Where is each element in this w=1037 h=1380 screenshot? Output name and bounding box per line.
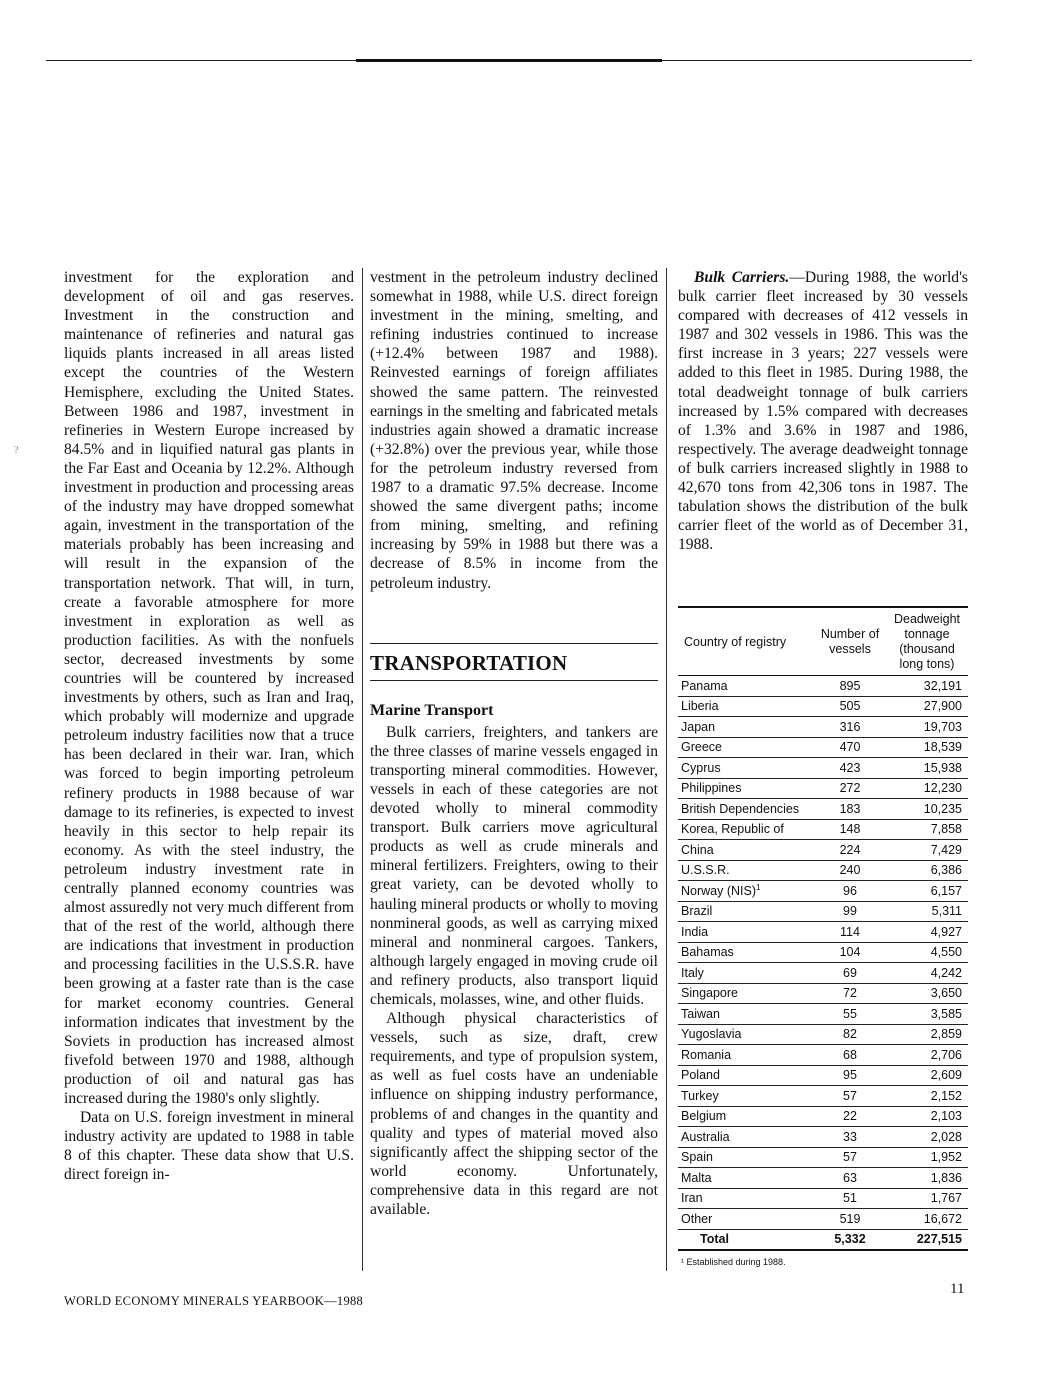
table-row xyxy=(678,1004,968,1025)
table-row xyxy=(678,901,968,922)
country-name: Norway (NIS) xyxy=(681,884,757,899)
cell-country xyxy=(678,799,814,820)
cell-vessels: 316 xyxy=(814,717,886,738)
cell-vessels: 55 xyxy=(814,1004,886,1025)
country-name: Total xyxy=(700,1232,729,1247)
country-name: Belgium xyxy=(681,1109,727,1124)
section-rule-bottom xyxy=(370,680,658,681)
cell-country xyxy=(678,1127,814,1148)
cell-country xyxy=(678,922,814,943)
cell-vessels: 5,332 xyxy=(814,1229,886,1250)
table-row xyxy=(678,1147,968,1168)
country-name: China xyxy=(681,842,714,857)
cell-country xyxy=(678,1065,814,1086)
cell-tonnage: 4,242 xyxy=(886,963,968,984)
cell-vessels: 505 xyxy=(814,696,886,717)
table-row xyxy=(678,1065,968,1086)
cell-country xyxy=(678,819,814,840)
col1-paragraph-1: investment for the exploration and development of oil and gas reserves. Investment in the construction and maintenance of refineries and natural gas liquids plants increased in all areas listed except the countries of the Western Hemisphere, excluding the United States. Between 1986 and 1987, investment in refineries in Western Europe increased by 84.5% and in liquified natural gas plants in the Far East and Oceania by 12.2%. Although investment in production and processing areas of the industry may have dropped somewhat again, investment in the transportation of the materials probably has been increasing and will result in the expansion of the transportation network. That will, in turn, create a favorable atmosphere for more investment in exploration as well as production facilities. As with the nonfuels sector, decreased investments by some countries will be countered by increased investments by others, such as Iran and Iraq, which probably will modernize and upgrade petroleum industry facilities now that a truce has been declared in their war. Iran, which was forced to begin importing petroleum refinery products in 1988 because of war damage to its refineries, is expected to invest heavily in this sector to help repair its economy. As with the steel industry, the petroleum industry investment rate in centrally planned economy countries was almost assuredly not very much different from that of the rest of the world, although there are indications that investment in production and processing facilities in the U.S.S.R. have been growing at a faster rate than is the case for market economy countries. General information indicates that investment by the Soviets in production has increased almost fivefold between 1970 and 1988, although production of oil and natural gas has increased during the 1980's only slightly. xyxy=(64,269,354,1108)
margin-mark: ? xyxy=(14,445,19,456)
cell-country xyxy=(678,1168,814,1189)
country-name: Singapore xyxy=(681,986,738,1001)
cell-vessels: 423 xyxy=(814,758,886,779)
country-name: Italy xyxy=(681,965,704,980)
cell-country xyxy=(678,1188,814,1209)
country-name: Taiwan xyxy=(681,1006,720,1021)
column-left xyxy=(64,268,354,1185)
section-rule-top xyxy=(370,643,658,644)
cell-country xyxy=(678,840,814,861)
cell-country xyxy=(678,1045,814,1066)
cell-country xyxy=(678,860,814,881)
country-name: Greece xyxy=(681,740,722,755)
table-row xyxy=(678,1127,968,1148)
cell-vessels: 33 xyxy=(814,1127,886,1148)
table-row xyxy=(678,1106,968,1127)
country-name: U.S.S.R. xyxy=(681,863,730,878)
table-row xyxy=(678,942,968,963)
cell-tonnage: 3,650 xyxy=(886,983,968,1004)
cell-tonnage: 2,706 xyxy=(886,1045,968,1066)
cell-tonnage: 32,191 xyxy=(886,676,968,697)
cell-tonnage: 6,386 xyxy=(886,860,968,881)
table-header-row xyxy=(678,607,968,676)
country-name: Spain xyxy=(681,1150,713,1165)
header-vessels: Number of vessels xyxy=(820,627,880,656)
cell-country xyxy=(678,1229,814,1250)
cell-country xyxy=(678,778,814,799)
table-row xyxy=(678,737,968,758)
country-name: Cyprus xyxy=(681,760,721,775)
table-row xyxy=(678,676,968,697)
table-row xyxy=(678,963,968,984)
cell-country xyxy=(678,901,814,922)
table-row xyxy=(678,1086,968,1107)
cell-country xyxy=(678,737,814,758)
country-name: Poland xyxy=(681,1068,720,1083)
cell-tonnage: 15,938 xyxy=(886,758,968,779)
table-row xyxy=(678,778,968,799)
cell-tonnage: 2,152 xyxy=(886,1086,968,1107)
cell-vessels: 96 xyxy=(814,881,886,902)
cell-tonnage: 4,927 xyxy=(886,922,968,943)
cell-country xyxy=(678,676,814,697)
cell-vessels: 72 xyxy=(814,983,886,1004)
cell-country xyxy=(678,983,814,1004)
table-row xyxy=(678,1168,968,1189)
runin-heading: Bulk Carriers. xyxy=(694,269,790,286)
country-name: British Dependencies xyxy=(681,801,800,816)
table-row xyxy=(678,758,968,779)
country-name: Panama xyxy=(681,678,728,693)
cell-country xyxy=(678,758,814,779)
header-rule-accent xyxy=(356,59,662,62)
country-name: Other xyxy=(681,1211,713,1226)
cell-vessels: 51 xyxy=(814,1188,886,1209)
cell-vessels: 95 xyxy=(814,1065,886,1086)
table-row xyxy=(678,1024,968,1045)
cell-tonnage: 227,515 xyxy=(886,1229,968,1250)
cell-vessels: 272 xyxy=(814,778,886,799)
cell-tonnage: 3,585 xyxy=(886,1004,968,1025)
cell-vessels: 63 xyxy=(814,1168,886,1189)
cell-vessels: 183 xyxy=(814,799,886,820)
header-country: Country of registry xyxy=(684,634,787,649)
country-name: Turkey xyxy=(681,1088,719,1103)
cell-tonnage: 1,836 xyxy=(886,1168,968,1189)
table-row xyxy=(678,840,968,861)
cell-tonnage: 4,550 xyxy=(886,942,968,963)
table-row xyxy=(678,696,968,717)
cell-tonnage: 2,028 xyxy=(886,1127,968,1148)
cell-vessels: 224 xyxy=(814,840,886,861)
column-right xyxy=(678,268,968,554)
cell-vessels: 148 xyxy=(814,819,886,840)
col2-paragraph-1: vestment in the petroleum industry declined somewhat in 1988, while U.S. direct foreign investment in the mining, smelting, and refining industries continued to increase (+12.4% between 1987 and 1988). Reinvested earnings of foreign affiliates showed the same pattern. The reinvested earnings in the smelting and fabricated metals industries again showed a dramatic increase (+32.8%) over the previous year, while those for the petroleum industry reversed from 1987 to a dramatic 97.5% decrease. Income showed the same divergent paths; income from mining, smelting, and refining increasing by 59% in 1988 but there was a decrease of 8.5% in income from the petroleum industry. xyxy=(370,269,658,592)
cell-tonnage: 2,103 xyxy=(886,1106,968,1127)
cell-vessels: 470 xyxy=(814,737,886,758)
cell-tonnage: 27,900 xyxy=(886,696,968,717)
cell-tonnage: 1,767 xyxy=(886,1188,968,1209)
cell-vessels: 57 xyxy=(814,1147,886,1168)
cell-country xyxy=(678,1024,814,1045)
cell-vessels: 519 xyxy=(814,1209,886,1230)
cell-tonnage: 19,703 xyxy=(886,717,968,738)
cell-country xyxy=(678,1147,814,1168)
cell-country xyxy=(678,963,814,984)
section-title: TRANSPORTATION xyxy=(370,650,568,675)
col1-paragraph-2: Data on U.S. foreign investment in mineral industry activity are updated to 1988 in table 8 of this chapter. These data show that U.S. direct foreign in- xyxy=(64,1109,354,1184)
table-row xyxy=(678,983,968,1004)
header-tonnage: Deadweight tonnage (thousand long tons) xyxy=(893,612,960,671)
table-total-row xyxy=(678,1229,968,1250)
table-row xyxy=(678,1209,968,1230)
page-number: 11 xyxy=(950,1281,965,1297)
cell-tonnage: 6,157 xyxy=(886,881,968,902)
country-name: Yugoslavia xyxy=(681,1027,742,1042)
cell-country xyxy=(678,881,814,902)
table-row xyxy=(678,1188,968,1209)
country-name: Malta xyxy=(681,1170,712,1185)
column-divider-2 xyxy=(666,268,667,1271)
cell-vessels: 68 xyxy=(814,1045,886,1066)
country-name: Japan xyxy=(681,719,716,734)
column-divider-1 xyxy=(362,268,363,1271)
col3-text: —During 1988, the world's bulk carrier fleet increased by 30 vessels compared with decreases of 412 vessels in 1987 and 302 vessels in 1986. This was the first increase in 3 years; 227 vessels were added to this fleet in 1985. During 1988, the total deadweight tonnage of bulk carriers increased by 1.5% compared with decreases of 1.3% and 3.6% in 1987 and 1986, respectively. The average deadweight tonnage of bulk carriers increased slightly in 1988 to 42,670 tons from 42,306 tons in 1987. The tabulation shows the distribution of the bulk carrier fleet of the world as of December 31, 1988. xyxy=(678,269,968,554)
country-name: Philippines xyxy=(681,781,742,796)
cell-country xyxy=(678,717,814,738)
subsection-title: Marine Transport xyxy=(370,701,494,719)
cell-country xyxy=(678,1004,814,1025)
country-name: Romania xyxy=(681,1047,732,1062)
cell-vessels: 22 xyxy=(814,1106,886,1127)
cell-vessels: 104 xyxy=(814,942,886,963)
table-row xyxy=(678,717,968,738)
col2-paragraph-3: Although physical characteristics of vessels, such as size, draft, crew requirements, and type of propulsion system, as well as fuel costs have an undeniable influence on shipping industry performance, problems of and changes in the quantity and quality and types of material moved also significantly affect the shipping sector of the world economy. Unfortunately, comprehensive data in this regard are not available. xyxy=(370,1010,658,1219)
cell-tonnage: 7,858 xyxy=(886,819,968,840)
cell-tonnage: 12,230 xyxy=(886,778,968,799)
col2-paragraph-2: Bulk carriers, freighters, and tankers are the three classes of marine vessels engaged in transporting mineral commodities. However, vessels in each of these categories are not devoted wholly to mineral commodity transport. Bulk carriers move agricultural products as well as crude minerals and mineral fertilizers. Freighters, owing to their great variety, can be devoted wholly to hauling mineral products or wholly to moving nonmineral goods, as well as carrying mixed mineral and nonmineral cargoes. Tankers, although largely engaged in moving crude oil and refinery products, also transport liquid chemicals, molasses, wine, and other fluids. xyxy=(370,723,658,1008)
cell-vessels: 57 xyxy=(814,1086,886,1107)
footnote-marker: 1 xyxy=(756,883,761,893)
table-row xyxy=(678,1045,968,1066)
country-name: India xyxy=(681,924,709,939)
cell-tonnage: 7,429 xyxy=(886,840,968,861)
col3-paragraph xyxy=(678,268,968,554)
cell-tonnage: 10,235 xyxy=(886,799,968,820)
country-name: Bahamas xyxy=(681,945,734,960)
cell-country xyxy=(678,1209,814,1230)
country-name: Brazil xyxy=(681,904,713,919)
column-middle xyxy=(370,268,658,1219)
cell-vessels: 895 xyxy=(814,676,886,697)
cell-vessels: 240 xyxy=(814,860,886,881)
cell-tonnage: 2,859 xyxy=(886,1024,968,1045)
table-row xyxy=(678,799,968,820)
cell-country xyxy=(678,942,814,963)
cell-country xyxy=(678,1086,814,1107)
cell-tonnage: 1,952 xyxy=(886,1147,968,1168)
country-name: Iran xyxy=(681,1191,703,1206)
table-row xyxy=(678,860,968,881)
cell-country xyxy=(678,1106,814,1127)
bulk-carrier-table xyxy=(678,606,968,1251)
table-body xyxy=(678,676,968,1251)
cell-vessels: 114 xyxy=(814,922,886,943)
country-name: Korea, Republic of xyxy=(681,822,784,837)
cell-tonnage: 16,672 xyxy=(886,1209,968,1230)
table-row xyxy=(678,881,968,902)
country-name: Liberia xyxy=(681,699,719,714)
cell-vessels: 69 xyxy=(814,963,886,984)
country-name: Australia xyxy=(681,1129,730,1144)
running-footer: WORLD ECONOMY MINERALS YEARBOOK—1988 xyxy=(64,1294,364,1308)
table-row xyxy=(678,819,968,840)
cell-tonnage: 5,311 xyxy=(886,901,968,922)
table-footnote: ¹ Established during 1988. xyxy=(681,1257,786,1267)
table-row xyxy=(678,922,968,943)
cell-tonnage: 2,609 xyxy=(886,1065,968,1086)
cell-vessels: 82 xyxy=(814,1024,886,1045)
cell-tonnage: 18,539 xyxy=(886,737,968,758)
cell-vessels: 99 xyxy=(814,901,886,922)
cell-country xyxy=(678,696,814,717)
